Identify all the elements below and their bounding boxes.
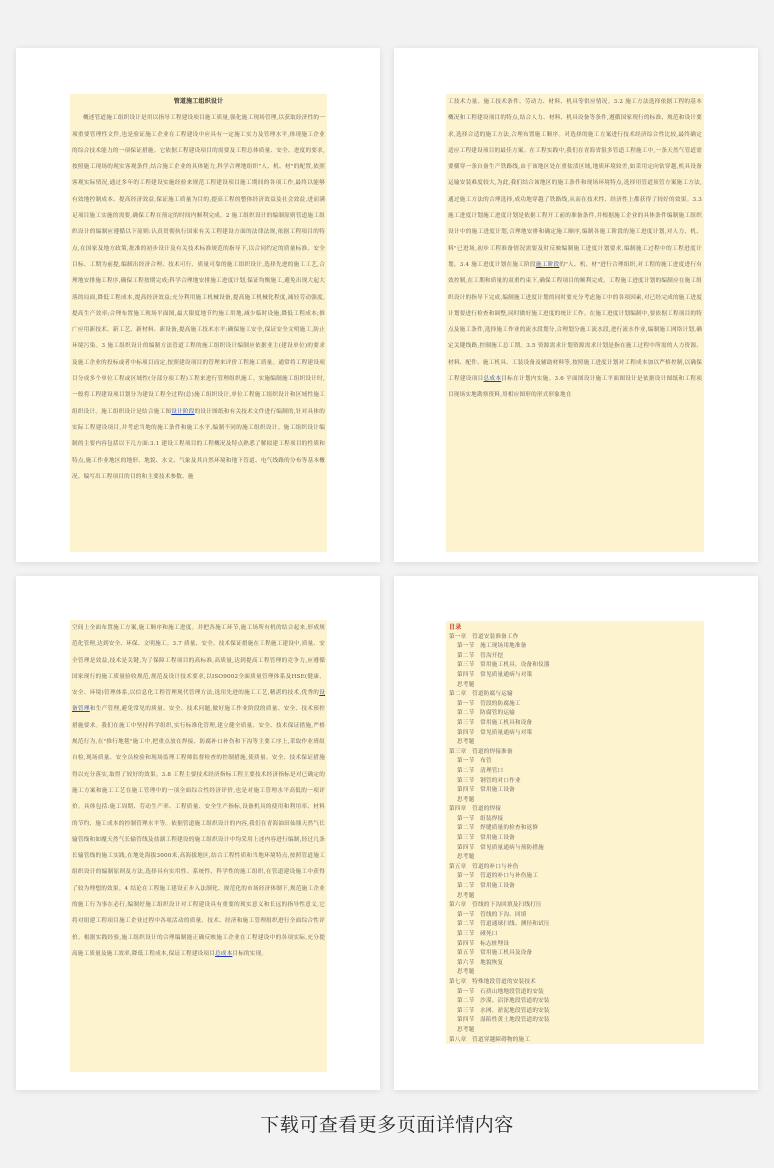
toc-section-entry[interactable]: 思考题 — [457, 739, 475, 746]
toc-chapter-entry[interactable]: 第七章 特殊地段管道的安装技术 — [449, 978, 536, 985]
toc-section-entry[interactable]: 思考题 — [457, 796, 475, 803]
document-page-2 — [394, 48, 758, 562]
toc-section-entry[interactable]: 第四节 常见质量通病与预防措施 — [457, 844, 544, 851]
toc-section-entry[interactable]: 第二节 清理管口 — [457, 767, 504, 774]
body-paragraph: 空间上全面布置施工方案,施工顺序和施工进度。并把各施工环节,施工场所有机的结合起来,形成规范化管理,达到安全、环保、文明施工。3.7 质量、安全、技术保证措施在工程施工建设中,质量、安全管理是效益,技术是关键,为了保障工程项目的高标准,高质量,达到提高工程管理的竞争力,应遵循国家现行的施工质量验收规范,规范及设计技术要求,以ISO9002全面质量管理体系及HSE(健康、安全、环境)管理体系,以信息化工程管理现代管理方法,选用先进的施工工艺,精湛的技术,优秀的设备管理和生产管理,避免常见的质量、安全、技术问题,做好施工作业阶段的质量、安全、技术预控措施要求。我们在施工中坚持科学组织,实行标准化管理,建立健全质量、安全、技术保证措施,严格规范行为,在"推行地毯"施工中,把重点放在焊接、防腐补口补伤和下沟等主要工序上,采取作业班组自检,现场质量、安全员检验和现场监理工程师监督检查的控制措施,使质量、安全、技术保证措施得以充分落实,取得了较好的效果。3.8 工程主要技术经济指标工程主要技术经济指标是对已确定的施工方案和施工工艺在施工管理中的一项全面综合性经济评价,也是对施工管理水平高低的一项评价。具体包括:施工周期、劳动生产率、工程质量、安全生产指标,设备机具的使用和利用率、材料的节约、施工成本的控制管理水平等。依据管道施工组织设计的内容,我们在青海油田仙鼎天然气长输管线和如魔天然气长输管线及盐湖工程建设的施工组织设计中均采用上述内容进行编制,经过几条长输管线的施工实践,在地处海拔3000米,高海拔地区,结合工程性质和当地环境特点,按照管道施工组织设计的编制原则及方法,选择具有实用性、系统性、科学性的施工组织,在管道建设施工中获得了较为理想的效果。4 结论在工程施工建设正步入法制化、规范化的市场经济体制下,规范施工企业的施工行为事在必行,编制好施工组织设计对工程建设具有重要的现实意义和长远的指导性意义,它将对组建工程项目施工企业过程中各项活动的质量、技术、经济和施工管理组织进行全面综合性评价。根据实践经验,施工组织设计的合理编制能正确反映施工企业在工程建设中的各项实际,充分提高施工质量及施工效率,降低工程成本,保证工程建设项目总成本目标的实现。 — [72, 625, 325, 957]
toc-chapter-entry[interactable]: 第八章 管道穿越障碍物的施工 — [449, 1036, 531, 1043]
toc-section-entry[interactable]: 第五节 常用施工机具及设备 — [457, 950, 533, 957]
toc-section-entry[interactable]: 思考题 — [457, 681, 475, 688]
toc-chapter-entry[interactable]: 第二章 管道防腐与运输 — [449, 691, 513, 698]
body-paragraph: 工技术力量、施工技术条件、劳动力、材料、机具等供应情况。3.2 施工方法选择依据工程的基本概况和工程建设项目的特点,结合人力、材料、机具设备等条件,遵循国家现行的标准、规范和设计要求,选择合适的施工方法,合理布置施工顺序。对选择的施工方案进行技术经济综合性比较,最终确定适应工程建设项目的最佳方案。在工程实践中,我们在青海省很多管道工程施工中,一条天然气管道需要横穿一条自备生产铁路线,由于该地区处在重盐渍区域,地质环境较差,如采用定向钻穿越,机具设备运输安装难度较大,为此,我们结合该地区的施工条件和现场环境特点,选择用管道顶管方案施工方法,通过施工方法的合理选择,成功地穿越了铁路线,从而在技术性、经济性上都获得了较好的效果。3.3 施工进度计划施工进度计划是依据工程开工前的准备条件,并根据施工企业的具体条件编制施工组织设计中的施工进度计划,合理地安排和确定施工顺序,编制各施工阶段的施工进度计划,对人力、机、料"已进场,初步工程准备情况需要及时反映编制施工进度计划要求,编制施工过程中的工程进度计划。3.4 施工进度计划在施工阶段施工阶段的"人、机、材"进行合理组织,对工程的施工进度进行有效控制,在工期和质量的双重约束下,确保工程项目的顺利完成。工程施工进度计划的编制应在施工组织设计的指导下完成,编制施工进度计划的同时要充分考虑施工中的各项因素,对已经完成的施工进度计划要进行检查和调整,同时做好施工进度的统计工作。在施工进度计划编制中,要依据工程项目的特点及施工条件,选择施工作业的流水段划分,合理划分施工流水段,进行流水作业,编制施工网络计划,确定关键线路,控制施工总工期。3.5 资源需求计划资源需求计划是指在施工过程中所需的人力资源、材料、配件、施工机具、工装设备及辅助材料等,按照施工进度计划对工程成本加以严格控制,以确保工程建设项目总成本目标在计划内实施。3.6 平面图设计施工平面图设计是依据设计图纸和工程项目现场实地勘察资料,用相应图形的形式形象地在 — [448, 99, 703, 399]
toc-section-entry[interactable]: 第二节 常用施工设备 — [457, 883, 515, 890]
toc-section-entry[interactable]: 第四节 常用施工设备 — [457, 787, 515, 794]
page-content — [446, 621, 704, 1044]
toc-section-entry[interactable]: 第一节 管道的补口与补伤施工 — [457, 873, 539, 880]
toc-section-entry[interactable]: 第三节 常用施工机具和设备 — [457, 719, 533, 726]
toc-section-entry[interactable]: 第二节 焊缝质量的检查和返修 — [457, 825, 539, 832]
inline-link[interactable]: 总成本 — [215, 950, 233, 957]
toc-chapter-entry[interactable]: 第四章 管道的焊接 — [449, 806, 502, 813]
toc-chapter-entry[interactable]: 第三章 管道的焊接准备 — [449, 748, 513, 755]
toc-chapter-entry[interactable]: 第六章 管线的下沟回填及扫线打压 — [449, 902, 542, 909]
toc-heading: 目录 — [449, 624, 462, 631]
document-page-4 — [394, 576, 758, 1090]
toc-section-entry[interactable]: 第一节 布管 — [457, 758, 492, 765]
toc-section-entry[interactable]: 第一节 管线的下沟、回填 — [457, 911, 527, 918]
document-title: 管道施工组织设计 — [173, 98, 224, 105]
inline-link[interactable]: 设计阶段 — [171, 408, 195, 415]
inline-link[interactable]: 施工阶段 — [535, 261, 560, 268]
page-content — [70, 620, 327, 1072]
toc-section-entry[interactable]: 第二节 管道通球扫线、测径和试压 — [457, 921, 550, 928]
toc-section-entry[interactable]: 第三节 常用施工机具、设备和仪器 — [457, 662, 550, 669]
toc-section-entry[interactable]: 第三节 碰死口 — [457, 931, 498, 937]
toc-section-entry[interactable]: 第一节 石质山地地段管道的安装 — [457, 988, 544, 995]
toc-section-entry[interactable]: 第四节 常见质量通病与对策 — [457, 729, 533, 736]
toc-section-entry[interactable]: 思考题 — [457, 1026, 475, 1033]
toc-section-entry[interactable]: 第三节 水网、淤泥地段管道的安装 — [457, 1007, 550, 1014]
inline-link[interactable]: 总成本 — [483, 376, 502, 383]
toc-section-entry[interactable]: 第四节 常见质量通病与对策 — [457, 671, 533, 678]
toc-section-entry[interactable]: 第四节 湿陷性黄土地段管道的安装 — [457, 1017, 550, 1024]
toc-section-entry[interactable]: 第一节 管段的防腐施工 — [457, 700, 521, 707]
document-page-3 — [16, 576, 380, 1090]
toc-section-entry[interactable]: 第一节 组装焊接 — [457, 815, 504, 822]
table-of-contents — [446, 621, 704, 1044]
toc-section-entry[interactable]: 第二节 沙漠、沼泽地段管道的安装 — [457, 998, 550, 1005]
body-paragraph: 概述管道施工组织设计是用以指导工程建设项目施工质量,强化施工现场管理,以获取经济性的一项重要管理性文件,也是验证施工企业在工程建设中应具有一定施工实力及管理水平,体现施工企业的综合技术能力的一项保证措施。它依据工程建设项目的需要及工程总体质量、安全、进度的要求,按照施工现场的现实客观条件,结合施工企业的具体能力,科学合理地组织"人、机、材"的配置,依照客观实际情况,通过多年的工程建设实施经验来规范工程建设项目施工期间的各项工作,最终以能够有效地控制成本、提高经济效益,保证施工质量为目的,提高工程的整体经济效益及社会效益,进而满足项目施工实施的需要,确保工程在预定的时间内顺利完成。2 施工组织设计的编制原则管道施工组织设计的编制应遵循以下原则:认真贯彻执行国家有关工程建设方面的法律法规,依据工程项目的特点,在国家及地方政策,批准的初步设计及有关技术标准规范的指导下,以合同约定的质量标准、安全目标、工期为前提,编制出经济合理、技术可行、质量可靠的施工组织设计,选择先进的施工工艺,合理地安排施工程序,确保工程按期完成;科学合理地安排施工进度计划,保证均衡施工,避免出现大起大落的局面,降低工程成本,提高经济效益;充分利用施工机械设备,提高施工机械化程度,减轻劳动强度,提高生产效率;合理布置施工现场平面图,最大限度地节约施工用地,减少临时设施,降低工程成本;推广应用新技术、新工艺、新材料、新设备,提高施工技术水平;确保施工安全,保证安全文明施工,防止环境污染。3 施工组织设计的编制方法管道工程的施工组织设计编制应依据业主(建设单位)的要求及施工企业的投标或者中标项目而定,按照建设项目的管理来评价工程施工质量。通常将工程建设项目分成多个单位工程或区域性(分部分项工程)工程来进行管理组织施工。实施编制施工组织设计时,一般将工程建设项目划分为建设工程全过程(总)施工组织设计,单位工程施工组织设计和区域性施工组织设计。施工组织设计是结合施工图设计阶段的设计图纸和有关技术文件进行编制的,针对具体的实际工程建设项目,并考虑当地的施工条件和施工水平,编制不同的施工组织设计。施工组织设计编制的主要内容包括以下几方面:3.1 建设工程项目的工程概况及特点熟悉了解拟建工程项目的性质和特点,施工作业地区的地形、地貌、水文、气象及其自然环境和地下管道、电气线路的分布等基本概况。编写出工程项目的目的和主要技术参数、施 — [72, 115, 325, 480]
page-content — [70, 94, 327, 552]
toc-section-entry[interactable]: 第一节 施工现场用地准备 — [457, 643, 527, 650]
toc-chapter-entry[interactable]: 第一章 管道安装准备工作 — [449, 633, 519, 640]
download-caption: 下载可查看更多页面详情内容 — [260, 1114, 514, 1136]
toc-section-entry[interactable]: 思考题 — [457, 969, 475, 976]
toc-section-entry[interactable]: 思考题 — [457, 854, 475, 861]
toc-section-entry[interactable]: 思考题 — [457, 892, 475, 899]
toc-section-entry[interactable]: 第三节 钢管的对口作业 — [457, 777, 521, 784]
page-content — [446, 94, 704, 552]
toc-section-entry[interactable]: 第二节 管沟开挖 — [457, 652, 504, 659]
toc-section-entry[interactable]: 第四节 标志桩埋设 — [457, 940, 510, 947]
toc-section-entry[interactable]: 第二节 防腐管的运输 — [457, 710, 515, 717]
document-page-1 — [16, 48, 380, 562]
inline-link[interactable]: 设备管理 — [72, 690, 325, 713]
toc-section-entry[interactable]: 第三节 常用施工设备 — [457, 835, 515, 842]
toc-chapter-entry[interactable]: 第五章 管道的补口与补伤 — [449, 863, 519, 870]
toc-section-entry[interactable]: 第六节 地貌恢复 — [457, 959, 504, 966]
